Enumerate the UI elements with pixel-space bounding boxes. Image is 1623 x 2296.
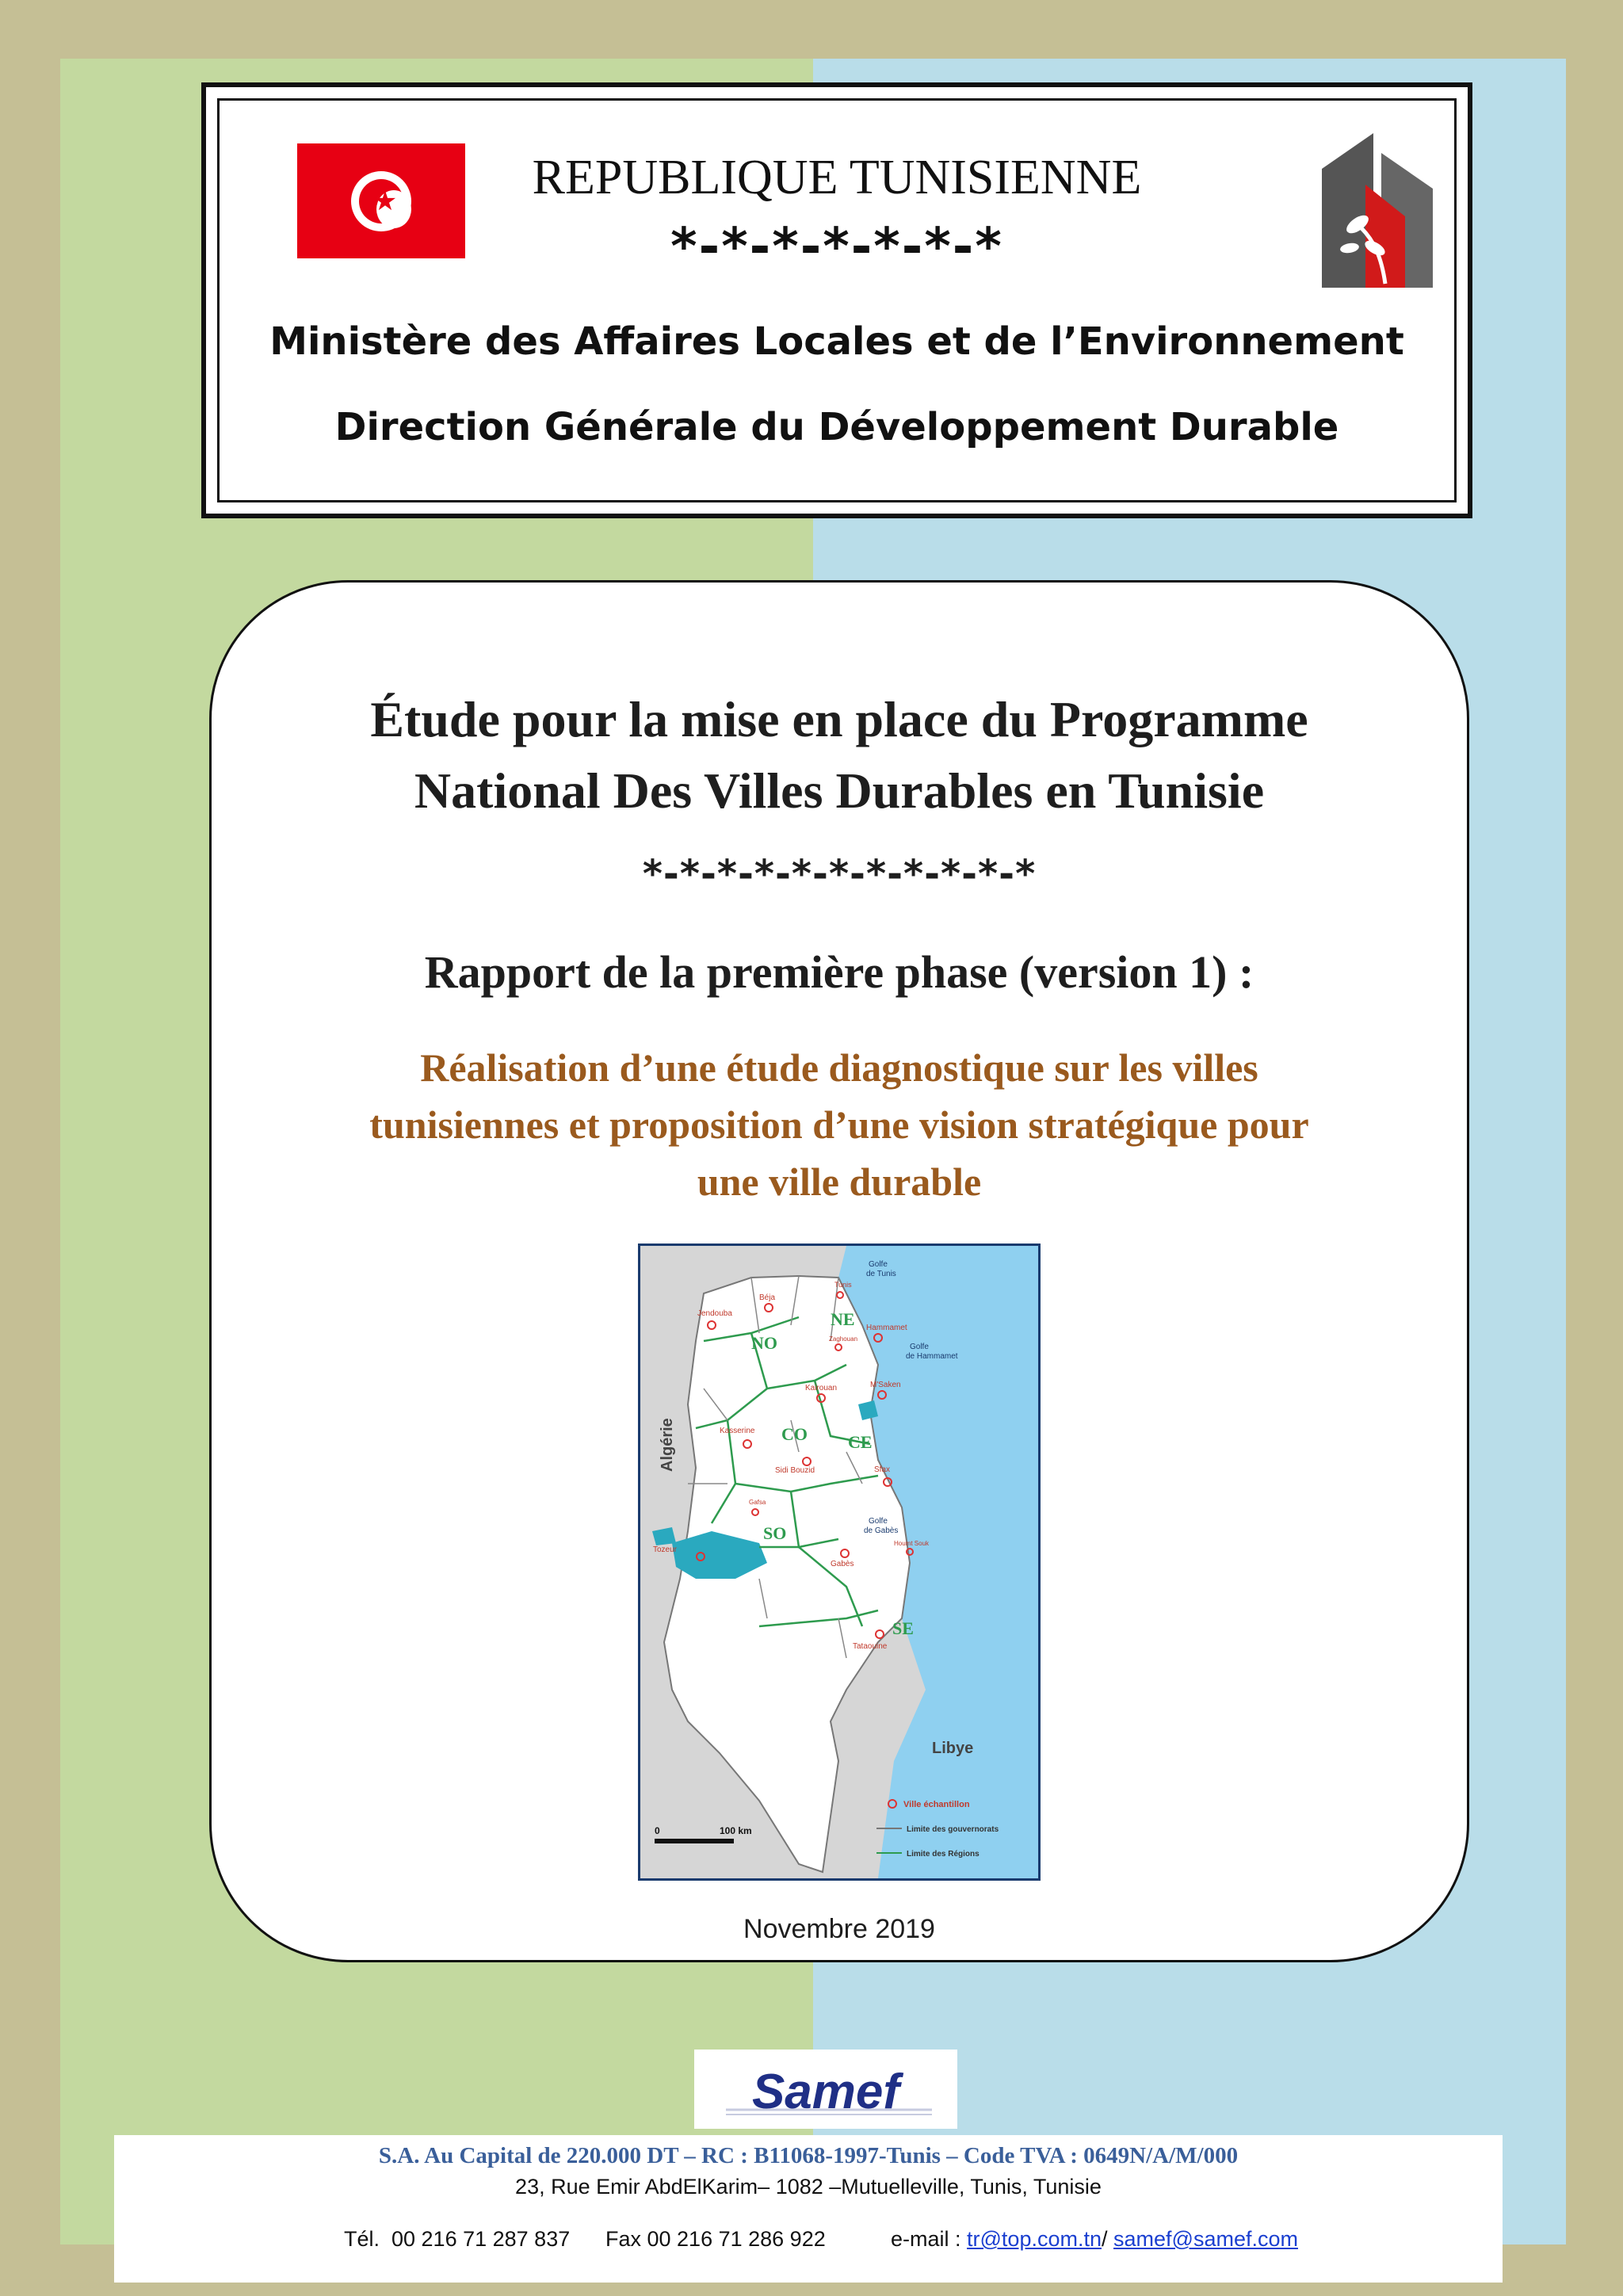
label-region-so: SO	[763, 1523, 787, 1543]
ministry-name: Ministère des Affaires Locales et de l’Environnement	[269, 319, 1404, 364]
email-label: e-mail :	[891, 2227, 968, 2251]
legend-region: Limite des Régions	[907, 1850, 980, 1859]
label-gafsa: Gafsa	[749, 1499, 766, 1506]
company-address: 23, Rue Emir AbdElKarim– 1082 –Mutuelleville, Tunis, Tunisie	[515, 2175, 1102, 2199]
scale-bar	[655, 1839, 734, 1843]
subtitle-line3: une ville durable	[697, 1159, 982, 1204]
label-gabes: Gabès	[831, 1560, 854, 1568]
header-frame	[201, 82, 1472, 518]
label-golfe-tunis-1: Golfe	[869, 1260, 888, 1269]
label-houmt-souk: Houmt Souk	[894, 1540, 930, 1547]
study-title-line2: National Des Villes Durables en Tunisie	[414, 762, 1265, 819]
label-beja: Béja	[759, 1293, 776, 1302]
label-region-co: CO	[781, 1424, 808, 1444]
label-algerie: Algérie	[659, 1418, 676, 1472]
cover-card	[209, 580, 1469, 1962]
label-hammamet: Hammamet	[866, 1324, 907, 1332]
legend-gov: Limite des gouvernorats	[907, 1825, 999, 1834]
tunisia-map	[638, 1244, 1041, 1881]
label-sidi-bouzid: Sidi Bouzid	[775, 1466, 815, 1475]
label-kairouan: Kairouan	[805, 1384, 838, 1392]
samef-logo	[694, 2050, 957, 2129]
label-tunis: Tunis	[834, 1281, 852, 1289]
report-title: Rapport de la première phase (version 1) :	[424, 946, 1254, 998]
label-msaken: M'Saken	[870, 1381, 901, 1389]
label-tozeur: Tozeur	[653, 1545, 678, 1554]
label-region-no: NO	[751, 1333, 777, 1353]
cover-separator: *-*-*-*-*-*-*-*-*-*-*	[642, 852, 1037, 896]
company-footer	[114, 2135, 1503, 2283]
email-link-samef[interactable]: samef@samef.com	[1113, 2227, 1298, 2251]
header-inner-frame	[217, 98, 1457, 502]
label-golfe-gabes-1: Golfe	[869, 1517, 888, 1526]
label-sfax: Sfax	[874, 1465, 891, 1474]
label-tataouine: Tataouine	[853, 1642, 888, 1651]
legend-city: Ville échantillon	[903, 1800, 970, 1809]
label-kasserine: Kasserine	[720, 1427, 755, 1435]
label-golfe-hammamet-1: Golfe	[910, 1343, 929, 1351]
subtitle-line2: tunisiennes et proposition d’une vision stratégique pour	[369, 1102, 1309, 1147]
samef-logo-text: Samef	[751, 2065, 900, 2119]
email-link-top[interactable]: tr@top.com.tn	[967, 2227, 1102, 2251]
scale-zero: 0	[655, 1825, 660, 1836]
label-libye: Libye	[932, 1740, 974, 1757]
study-title	[243, 684, 1435, 827]
email-separator: /	[1102, 2227, 1114, 2251]
tunisia-flag-icon: ★	[297, 143, 465, 258]
company-fax: Fax 00 216 71 286 922	[605, 2227, 826, 2251]
scale-km: 100 km	[720, 1825, 752, 1836]
label-zaghouan: Zaghouan	[829, 1335, 858, 1343]
subtitle-line1: Réalisation d’une étude diagnostique sur les villes	[420, 1045, 1258, 1090]
company-capital: S.A. Au Capital de 220.000 DT – RC : B11068-1997-Tunis – Code TVA : 0649N/A/M/000	[378, 2143, 1239, 2168]
label-golfe-gabes-2: de Gabès	[864, 1526, 899, 1535]
company-email	[891, 2227, 1298, 2252]
report-date: Novembre 2019	[743, 1914, 935, 1944]
map-svg	[640, 1246, 1038, 1878]
republic-title: REPUBLIQUE TUNISIENNE	[532, 151, 1142, 204]
samef-logo-icon	[694, 2050, 957, 2129]
label-golfe-hammamet-2: de Hammamet	[906, 1352, 958, 1361]
label-region-ne: NE	[831, 1309, 855, 1329]
label-region-ce: CE	[848, 1432, 873, 1452]
header-separator: *-*-*-*-*-*-*	[670, 218, 1003, 277]
label-jendouba: Jendouba	[697, 1309, 732, 1318]
label-region-se: SE	[892, 1618, 914, 1638]
report-subtitle	[243, 1039, 1435, 1210]
label-golfe-tunis-2: de Tunis	[866, 1270, 896, 1278]
direction-name: Direction Générale du Développement Durable	[334, 405, 1339, 449]
study-title-line1: Étude pour la mise en place du Programme	[370, 691, 1308, 747]
company-tel: Tél. 00 216 71 287 837	[344, 2227, 571, 2251]
